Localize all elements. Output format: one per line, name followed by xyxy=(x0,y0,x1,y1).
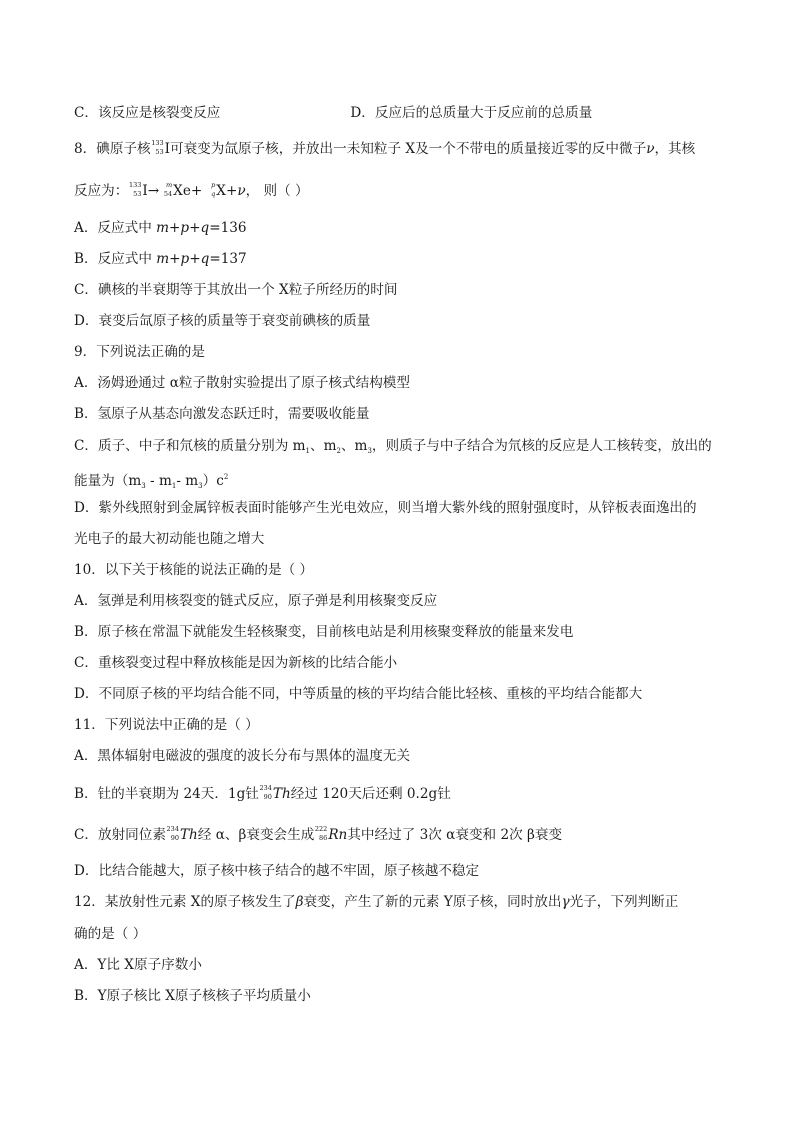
q10-option-c[interactable]: C．重核裂变过程中释放核能是因为新核的比结合能小 xyxy=(74,655,398,671)
q11-option-d[interactable]: D．比结合能越大，原子核中核子结合的越不牢固，原子核越不稳定 xyxy=(74,863,480,879)
q8-stem-text-3: ，其核 xyxy=(654,141,696,157)
q12-option-b[interactable]: B．Y原子核比 X原子核核子平均质量小 xyxy=(74,988,311,1004)
plus-sign-2: + xyxy=(225,183,238,199)
iodine-symbol: I xyxy=(164,141,170,157)
q9-option-d-line2: 光电子的最大初动能也随之增大 xyxy=(74,531,265,547)
q10-option-a[interactable]: A．氢弹是利用核裂变的链式反应，原子弹是利用核聚变反应 xyxy=(74,593,438,609)
q8-option-d[interactable]: D．衰变后氙原子核的质量等于衰变前碘核的质量 xyxy=(74,313,371,329)
q10-stem: 10．以下关于核能的说法正确的是（ ） xyxy=(74,562,314,578)
q11-option-a[interactable]: A．黑体辐射电磁波的强度的波长分布与黑体的温度无关 xyxy=(74,748,411,764)
q9-option-a[interactable]: A．汤姆逊通过 α粒子散射实验提出了原子核式结构模型 xyxy=(74,375,410,391)
q7-options-cd xyxy=(74,103,592,123)
q8-stem xyxy=(74,139,695,159)
xenon-nuclide: m 54 xyxy=(163,181,173,198)
plus-sign: + xyxy=(190,183,203,199)
q12-stem-line2: 确的是（ ） xyxy=(74,926,147,942)
q11-option-c[interactable]: C．放射同位素 234 90 Th经 α、β衰变会生成 222 86 Rn其中经过了 3次 α衰变和 2次 β衰变 xyxy=(74,825,563,843)
eq-antineutrino-symbol: ν xyxy=(237,183,246,199)
q10-option-b[interactable]: B．原子核在常温下就能发生轻核聚变，目前核电站是利用核聚变释放的能量来发电 xyxy=(74,624,574,640)
q9-option-c-line2: 能量为（$m_3 - m_1-$ $m_3)c^2$ xyxy=(74,473,229,490)
thorium-nuclide-2: 234 90 xyxy=(166,825,179,842)
q8-stem-text-2: 可衰变为氙原子核，并放出一未知粒子 X及一个不带电的质量接近零的反中微子 xyxy=(170,141,647,157)
q9-option-c-line1[interactable]: C．质子、中子和氘核的质量分别为 $m_1$、$m_2$、$m_3$，则质子与中子结合为氘核的反应是人工核转变，放出的 xyxy=(74,438,712,455)
q8-option-a[interactable]: A．反应式中 m+p+q=136 xyxy=(74,220,247,236)
reaction-end: ， 则（ ） xyxy=(245,183,309,199)
q7-option-d[interactable]: D．反应后的总质量大于反应前的总质量 xyxy=(350,105,593,121)
q12-stem-line1: 12．某放射性元素 X的原子核发生了β衰变，产生了新的元素 Y原子核，同时放出γ光子，下列判断正 xyxy=(74,894,679,910)
reaction-label: 反应为： xyxy=(74,183,129,199)
q7-option-c[interactable]: C．该反应是核裂变反应 xyxy=(74,105,221,121)
q11-option-b[interactable]: B．钍的半衰期为 24天．1g钍 234 90 Th经过 120天后还剩 0.2g钍 xyxy=(74,784,451,802)
iodine-nuclide: 133 53 xyxy=(151,139,164,156)
eq-iodine-nuclide: 133 53 xyxy=(128,181,142,198)
q11-stem: 11．下列说法中正确的是（ ） xyxy=(74,717,259,733)
q9-stem: 9．下列说法正确的是 xyxy=(74,344,205,360)
x-symbol: X xyxy=(216,183,226,199)
x-nuclide: p q xyxy=(211,181,216,198)
eq-iodine-symbol: I xyxy=(142,183,148,199)
xenon-symbol: Xe xyxy=(173,183,191,199)
radon-nuclide: 222 86 xyxy=(314,825,328,842)
reaction-arrow: → xyxy=(147,183,160,199)
q8-option-b[interactable]: B．反应式中 m+p+q=137 xyxy=(74,251,247,267)
q12-option-a[interactable]: A．Y比 X原子序数小 xyxy=(74,957,202,973)
thorium-nuclide: 234 90 xyxy=(259,784,272,801)
q10-option-d[interactable]: D．不同原子核的平均结合能不同，中等质量的核的平均结合能比轻核、重核的平均结合能都大 xyxy=(74,686,643,702)
q8-option-c[interactable]: C．碘核的半衰期等于其放出一个 X粒子所经历的时间 xyxy=(74,282,398,298)
antineutrino-symbol: ν xyxy=(646,141,655,157)
q8-stem-text: 8．碘原子核 xyxy=(74,141,151,157)
q9-option-b[interactable]: B．氢原子从基态向激发态跃迁时，需要吸收能量 xyxy=(74,406,370,422)
q8-reaction xyxy=(74,181,309,201)
q9-option-d-line1[interactable]: D．紫外线照射到金属锌板表面时能够产生光电效应，则当增大紫外线的照射强度时，从锌板表面逸出的 xyxy=(74,500,697,516)
